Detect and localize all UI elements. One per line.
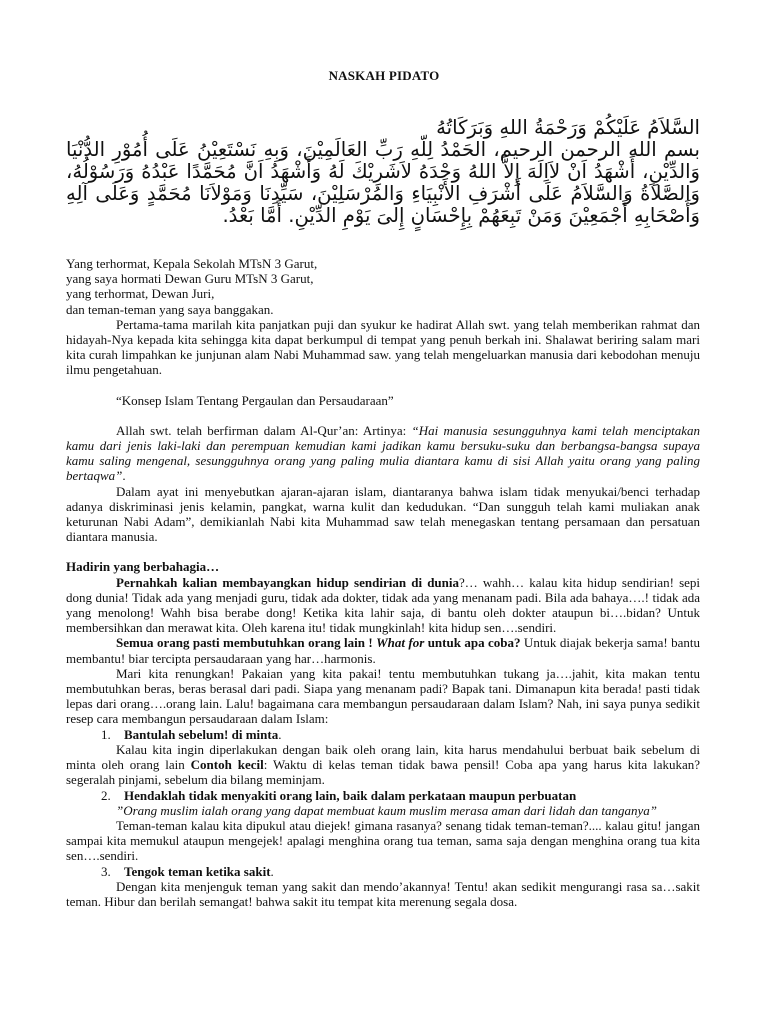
list-number: 3. — [101, 863, 111, 879]
paragraph-reflection: Mari kita renungkan! Pakaian yang kita pakai! tentu membutuhkan tukang ja….jahit, kita makan tentu membutuhkan beras, beras berasal dari padi. Siapa yang menanam padi? Bapak tani. Dimanapun kita berada! pasti tidak lepas dari orang….orang lain. Lalu! bagaimana cara membangun persaudaraan dalam Islam? Nah, ini saya punya sedikit resep cara membangun persaudaraan dalam Islam: — [66, 665, 700, 727]
quran-paragraph — [66, 423, 700, 484]
need-others-bold: Semua orang pasti membutuhkan orang lain ! — [116, 635, 377, 651]
item-1-bold: Contoh kecil — [190, 757, 264, 773]
need-others-text: Untuk diajak bekerja sama! bantu membantu! biar tercipta persaudaraan yang har…harmonis. — [66, 635, 701, 666]
list-item-3 — [66, 864, 700, 879]
quran-lead: Allah swt. telah berfirman dalam Al-Qur’an: Artinya: — [116, 422, 412, 438]
list-item-1 — [66, 727, 700, 742]
arabic-praise: بسم الله الرحمن الرحيم، الحَمْدُ لِلّهِ رَبِّ العَالَمِيْنَ، وَبِهِ نَسْتَعِيْنُ عَلَى أُمُوْرِ الدُّنْيَا وَالدِّيْنِ، أَشْهَدُ اَنْ لاَاِلَهَ إِلاَّ اللهُ وَحْدَهُ لاَشَرِيْكَ لَهُ وَأَشْهَدُ اَنَّ مُحَمَّدًا عَبْدُهُ وَرَسُوْلُهُ، وَالصَّلاَةُ وَالسَّلاَمُ عَلَى أَشْرَفِ الأَنْبِيَاءِ وَالمُرْسَلِيْنَ، سَيِّدِنَا وَمَوْلاَنَا مُحَمَّدٍ وَعَلَى آلِهِ وَأَصْحَابِهِ أَجْمَعِيْنَ وَمَنْ تَبِعَهُمْ بِإِحْسَانٍ إِلىَ يَوْمِ الدِّيْنِ. أَمَّا بَعْدُ. — [66, 138, 700, 227]
list-number: 1. — [101, 726, 111, 742]
need-others-bold-question: untuk apa coba? — [424, 635, 521, 651]
list-item-2-text: Teman-teman kalau kita dipukul atau diejek! gimana rasanya? senang tidak teman-teman?.... kalau gitu! jangan sampai kita memukul ataupun mengejek! apalagi menghina orang tua teman, sama saja dengan menghina orang tua kita sen….sendiri. — [66, 817, 700, 864]
paragraph-alone-bold: Pernahkah kalian membayangkan hidup sendirian di dunia — [116, 574, 460, 590]
need-others-bolditalic: What for — [376, 635, 425, 651]
list-item-1-text — [66, 742, 700, 788]
list-item-2 — [66, 788, 700, 803]
list-item-title: Hendaklah tidak menyakiti orang lain, baik dalam perkataan maupun perbuatan — [124, 787, 577, 803]
quran-tail: . — [122, 468, 126, 484]
arabic-salutation: السَّلاَمُ عَلَيْكُمْ وَرَحْمَةُ اللهِ وَبَرَكَاتُهُ — [436, 116, 700, 139]
greeting-line: yang terhormat, Dewan Juri, — [66, 286, 215, 302]
speech-theme: “Konsep Islam Tentang Pergaulan dan Persaudaraan” — [116, 392, 394, 408]
intro-paragraph: Pertama-tama marilah kita panjatkan puji dan syukur ke hadirat Allah swt. yang telah memberikan rahmat dan hidayah-Nya kepada kita sehingga kita dapat berkumpul di tempat yang penuh berkah ini. Shalawat beriring salam mari kita curah limpahkan ke junjunan alam Nabi Muhammad saw. yang telah mengeluarkan manusia dari kebodohan menuju ilmu pengetahuan. — [66, 316, 700, 378]
list-item-title: Bantulah sebelum! di minta — [124, 726, 279, 742]
item-1-text-b: : Waktu di kelas teman tidak bawa pensil! Coba apa yang harus kita lakukan? segeralah pinjami, sebelum dia bilang meminjam. — [66, 757, 700, 788]
list-item-title: Tengok teman ketika sakit — [124, 863, 271, 879]
document-title: NASKAH PIDATO — [328, 68, 440, 83]
list-number: 2. — [101, 787, 111, 803]
quran-verse: “Hai manusia sesungguhnya kami telah menciptakan kamu dari jenis laki-laki dan perempuan kemudian kami jadikan kamu bersuku-suku dan berbangsa-bangsa supaya kamu saling mengenal, sesungguhnya orang yang paling mulia diantara kamu di sisi Allah yaitu orang yang paling bertaqwa” — [66, 422, 700, 484]
list-item-end: . — [270, 863, 274, 879]
greeting-line: dan teman-teman yang saya banggakan. — [66, 301, 274, 317]
arabic-opening-block — [66, 117, 700, 227]
list-item-end: . — [278, 726, 282, 742]
greeting-line: Yang terhormat, Kepala Sekolah MTsN 3 Garut, — [66, 256, 318, 271]
section-heading: Hadirin yang berbahagia… — [66, 559, 220, 575]
paragraph-need-others — [66, 635, 700, 665]
list-item-2-quote: ”Orang muslim ialah orang yang dapat membuat kaum muslim merasa aman dari lidah dan tanganya” — [116, 802, 657, 818]
greeting-line: yang saya hormati Dewan Guru MTsN 3 Garut, — [66, 271, 314, 287]
paragraph-alone — [66, 575, 700, 636]
explanation-paragraph: Dalam ayat ini menyebutkan ajaran-ajaran islam, diantaranya bahwa islam tidak menyukai/benci terhadap adanya diskriminasi jenis kelamin, pangkat, warna kulit dan kedudukan. “Dan sungguh telah kami muliakan anak keturunan Nabi Adam”, demikianlah Nabi kita Muhammad saw telah menegaskan tentang persamaan dan persatuan diantara manusia. — [66, 483, 700, 545]
item-1-text-a: Kalau kita ingin diperlakukan dengan baik oleh orang lain, kita harus mendahului berbuat baik sebelum di minta oleh orang lain — [66, 741, 700, 773]
speech-body — [66, 256, 700, 909]
list-item-3-text: Dengan kita menjenguk teman yang sakit dan mendo’akannya! Tentu! akan sedikit mengurangi rasa sa…sakit teman. Hibur dan berilah semangat! bahwa sakit itu tempat kita merenung segala dosa. — [66, 878, 700, 909]
paragraph-alone-text: ?… wahh… kalau kita hidup sendirian! sepi dong dunia! Tidak ada yang menjadi guru, tidak ada dokter, tidak ada yang menanam padi. Bila ada bahaya….! tidak ada yang menolong! Wahh bisa berabe dong! Ketika kita lahir saja, di bantu oleh dokter ataupun bi….bidan? Untuk membersihkan dan merawat kita. Oleh karena itu! tidak mungkinlah! kita hidup sen….sendiri. — [66, 574, 701, 636]
